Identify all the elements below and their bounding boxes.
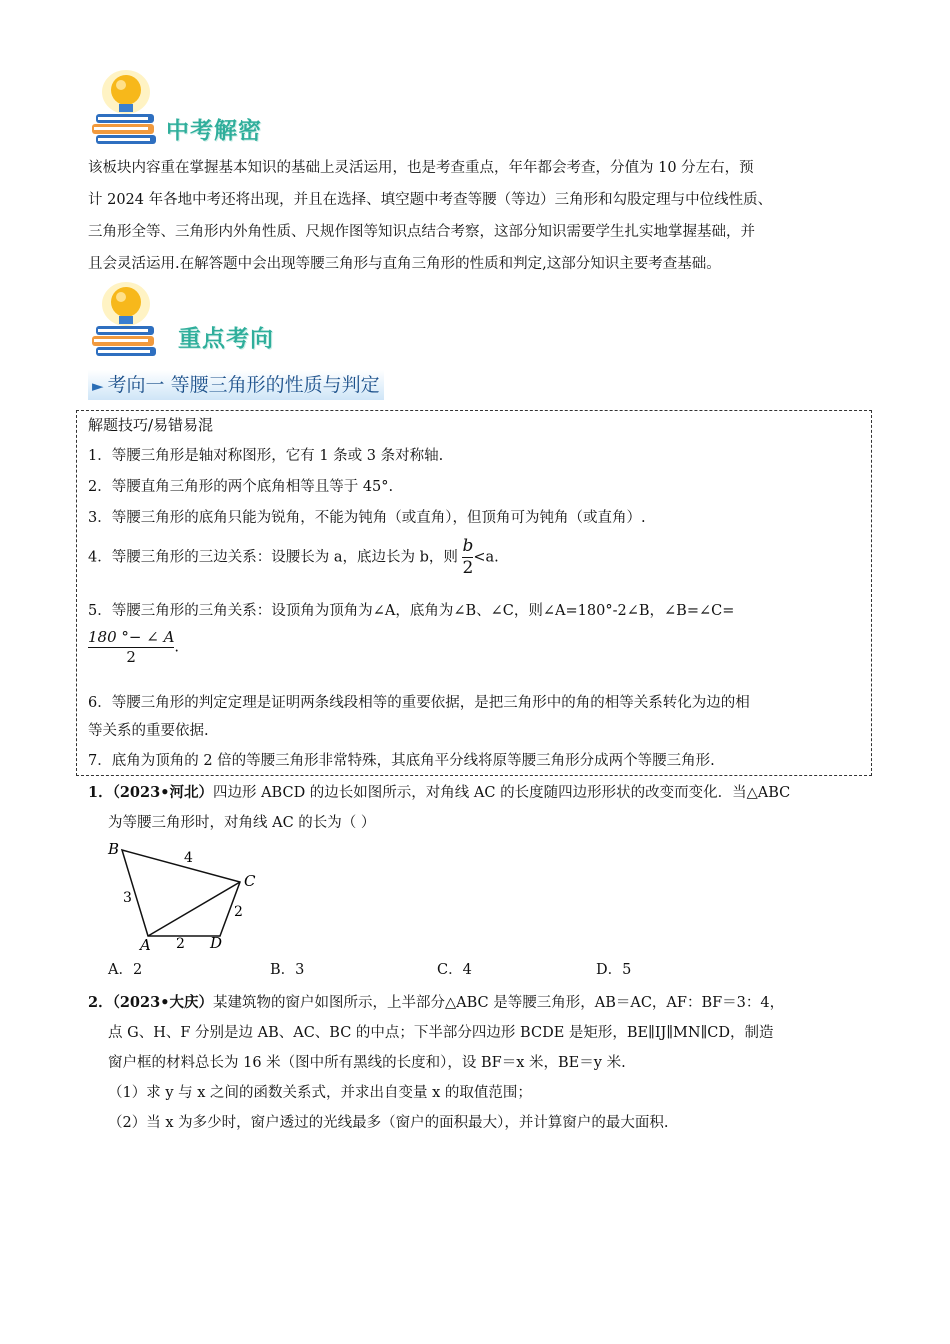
intro-paragraph [88,152,866,280]
question-source: （2023•河北） [112,784,213,801]
tip4-suffix: <a. [473,549,499,566]
quadrilateral-svg [100,836,270,956]
intro-line: 该板块内容重在掌握基本知识的基础上灵活运用，也是考查重点，年年都会考查，分值为 10 分左右，预 [88,160,754,176]
side-length-ad: 2 [176,936,185,952]
question-2-line1 [88,988,868,1018]
fraction-angle-formula [88,630,174,665]
tip5-suffix: . [174,639,180,656]
intro-line: 三角形全等、三角形内外角性质、尺规作图等知识点结合考察，这部分知识需要学生扎实地掌握基础，并 [88,224,755,240]
question-2-sub2: （2）当 x 为多少时，窗户透过的光线最多（窗户的面积最大），并计算窗户的最大面积. [108,1115,669,1131]
section-title-zhongdian: 重点考向 [178,326,274,352]
topic-title: 考向一 等腰三角形的性质与判定 [107,374,380,396]
tip-item-3: 3．等腰三角形的底角只能为锐角，不能为钝角（或直角），但顶角可为钝角（或直角）. [88,510,646,526]
topic-heading [88,370,384,400]
vertex-label-a: A [140,936,151,954]
diagonal-ac [148,882,240,936]
question-2-sub1: （1）求 y 与 x 之间的函数关系式，并求出自变量 x 的取值范围； [108,1085,532,1101]
question-text: 某建筑物的窗户如图所示，上半部分△ABC 是等腰三角形，AB＝AC，AF：BF＝3：4， [212,995,785,1011]
side-length-cd: 2 [234,904,243,920]
choice-a: A．2 [108,962,143,978]
tip-item-1: 1．等腰三角形是轴对称图形，它有 1 条或 3 条对称轴. [88,448,444,464]
question-2-line2: 点 G、H、F 分别是边 AB、AC、BC 的中点；下半部分四边形 BCDE 是矩形，BE∥IJ∥MN∥CD，制造 [108,1025,774,1041]
tips-title: 解题技巧/易错易混 [88,416,214,434]
choice-c: C．4 [437,962,472,978]
section-badge-zhongdian [90,282,290,362]
question-number: 1． [88,784,113,801]
tip-item-6: 6．等腰三角形的判定定理是证明两条线段相等的重要依据，是把三角形中的角的相等关系转化为边的相 [88,695,750,711]
fraction-numerator: b [462,536,474,556]
tip-item-5: 5．等腰三角形的三角关系：设顶角为顶角为∠A，底角为∠B、∠C，则∠A=180°-2∠B，∠B=∠C= [88,603,735,619]
fraction-b-over-2 [462,538,473,577]
side-length-bc: 4 [184,850,193,866]
vertex-label-b: B [108,840,120,858]
side-length-ab: 3 [123,890,132,906]
tip-item-6-cont: 等关系的重要依据. [88,723,209,739]
section-badge-zhongkao [90,70,290,150]
tip-item-4 [88,538,864,577]
fraction-denominator: 2 [462,558,474,578]
tip4-text: 4．等腰三角形的三边关系：设腰长为 a，底边长为 b，则 [88,549,458,566]
intro-line: 计 2024 年各地中考还将出现，并且在选择、填空题中考查等腰（等边）三角形和勾股定理与中位线性质、 [88,192,773,208]
tip-item-7: 7．底角为顶角的 2 倍的等腰三角形非常特殊，其底角平分线将原等腰三角形分成两个等腰三角形. [88,753,715,769]
vertex-label-c: C [244,872,256,890]
play-triangle-icon: ► [92,377,104,395]
fraction-numerator: 180 °− ∠ A [88,628,175,646]
question-1-line2: 为等腰三角形时，对角线 AC 的长为（ ） [108,815,376,831]
tip-item-2: 2．等腰直角三角形的两个底角相等且等于 45°. [88,479,394,495]
question-source: （2023•大庆） [112,994,213,1011]
section-title-zhongkao: 中考解密 [166,118,262,144]
question-text: 四边形 ABCD 的边长如图所示，对角线 AC 的长度随四边形形状的改变而变化．当△ABC [212,785,791,801]
fraction-denominator: 2 [126,648,136,666]
quadrilateral-abcd-figure [100,836,270,960]
choice-b: B．3 [270,962,305,978]
choice-d: D．5 [596,962,632,978]
tip-item-5-formula [88,630,864,665]
lightbulb-books-icon [90,282,180,362]
vertex-label-d: D [210,934,223,952]
question-1-line1 [88,778,868,808]
intro-line: 且会灵活运用.在解答题中会出现等腰三角形与直角三角形的性质和判定,这部分知识主要考查基础。 [88,256,721,272]
question-number: 2． [88,994,113,1011]
question-2-line3: 窗户框的材料总长为 16 米（图中所有黑线的长度和），设 BF＝x 米，BE＝y 米. [108,1055,626,1071]
